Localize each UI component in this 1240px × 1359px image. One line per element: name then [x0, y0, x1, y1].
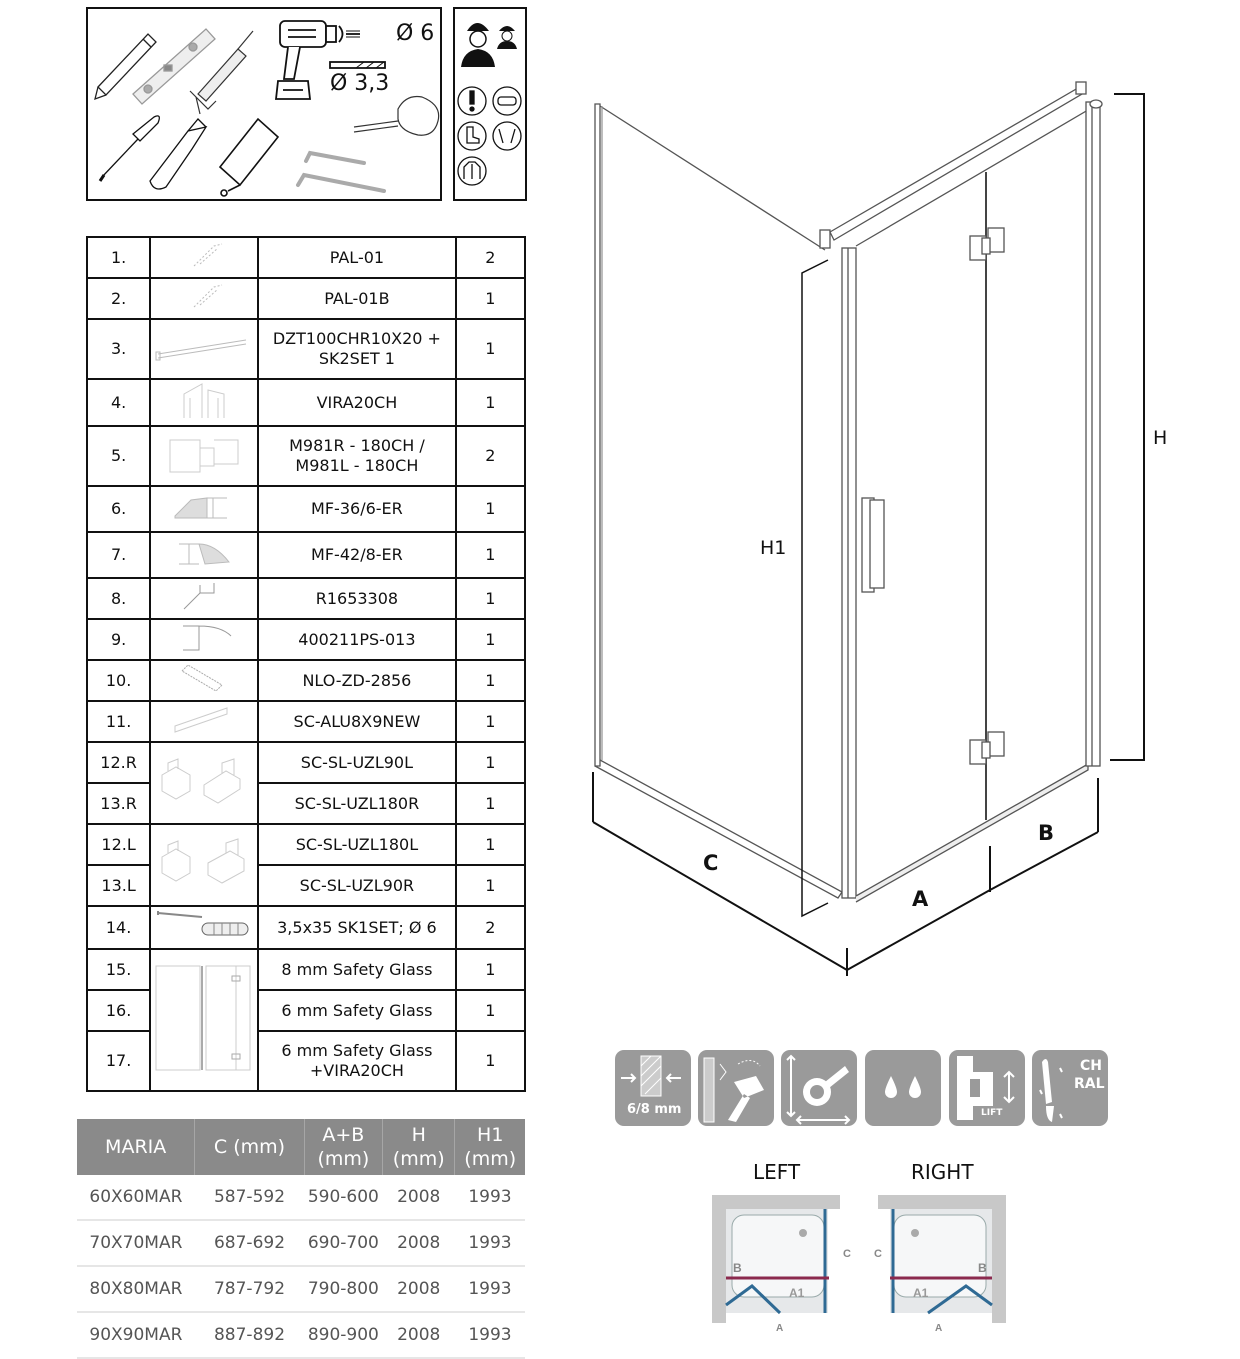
dimension-a-label: A — [912, 887, 929, 911]
dimension-h-label: H — [1153, 427, 1168, 449]
size-row — [77, 1220, 525, 1266]
part-code: 8 mm Safety Glass — [258, 949, 456, 990]
finish-ch-label: CH — [1080, 1058, 1102, 1074]
part-code: NLO-ZD-2856 — [258, 660, 456, 701]
size-ab: 690-700 — [304, 1220, 382, 1266]
part-code: DZT100CHR10X20 + SK2SET 1 — [258, 319, 456, 379]
header-model: MARIA — [77, 1119, 195, 1175]
table-row — [87, 426, 525, 486]
part-qty: 1 — [456, 660, 525, 701]
gloves-icon — [493, 122, 521, 150]
table-row — [87, 906, 525, 949]
part-qty: 1 — [456, 865, 525, 906]
allen-key-icon — [298, 153, 384, 191]
dimension-c-label: C — [703, 851, 719, 875]
part-qty: 1 — [456, 742, 525, 783]
size-row — [77, 1312, 525, 1358]
part-code: M981R - 180CH / M981L - 180CH — [258, 426, 456, 486]
left-orientation-diagram — [712, 1195, 842, 1325]
size-model: 80X80MAR — [77, 1266, 195, 1312]
drill-bit-6-label: Ø 6 — [396, 21, 435, 46]
size-h: 2008 — [383, 1266, 455, 1312]
left-label-c: C — [843, 1248, 851, 1260]
drill-bit-3-3-label: Ø 3,3 — [330, 71, 390, 96]
size-ab: 790-800 — [304, 1266, 382, 1312]
part-qty: 1 — [456, 578, 525, 619]
part-number: 9. — [87, 619, 150, 660]
screwdriver-icon — [100, 116, 159, 181]
part-qty: 1 — [456, 319, 525, 379]
tools-panel — [86, 7, 442, 201]
corner-profile — [820, 230, 856, 898]
safety-glass-hammer-icon — [698, 1050, 774, 1126]
size-table — [77, 1119, 525, 1359]
part-number: 13.R — [87, 783, 150, 824]
table-row — [87, 578, 525, 619]
part-qty: 2 — [456, 906, 525, 949]
part-code: 3,5x35 SK1SET; Ø 6 — [258, 906, 456, 949]
finish-ral-label: RAL — [1074, 1076, 1105, 1092]
size-h1: 1993 — [455, 1175, 525, 1220]
tape-measure-icon — [354, 97, 439, 136]
part-image-glass-panels — [150, 949, 258, 1091]
part-qty: 1 — [456, 532, 525, 578]
header-h1: H1 (mm) — [455, 1119, 525, 1175]
part-qty: 2 — [456, 237, 525, 278]
part-number: 4. — [87, 379, 150, 426]
left-label-b: B — [733, 1261, 742, 1275]
dimension-h1-label: H1 — [760, 537, 787, 559]
part-number: 14. — [87, 906, 150, 949]
table-row — [87, 660, 525, 701]
side-panel — [595, 104, 842, 898]
size-c: 587-592 — [195, 1175, 304, 1220]
part-qty: 1 — [456, 701, 525, 742]
right-label-a1: A1 — [913, 1286, 929, 1300]
part-image-hinge-profile — [150, 379, 258, 426]
part-qty: 1 — [456, 379, 525, 426]
part-number: 2. — [87, 278, 150, 319]
part-code: VIRA20CH — [258, 379, 456, 426]
table-row — [87, 379, 525, 426]
lift-label: LIFT — [981, 1108, 1003, 1118]
part-image-hinge — [150, 426, 258, 486]
table-row — [87, 319, 525, 379]
part-code: R1653308 — [258, 578, 456, 619]
part-image-alu-profile — [150, 701, 258, 742]
part-number: 11. — [87, 701, 150, 742]
size-row — [77, 1175, 525, 1220]
part-code: 6 mm Safety Glass — [258, 990, 456, 1031]
size-h1: 1993 — [455, 1266, 525, 1312]
part-qty: 2 — [456, 426, 525, 486]
size-h: 2008 — [383, 1220, 455, 1266]
right-label-c: C — [874, 1248, 882, 1260]
part-qty: 1 — [456, 486, 525, 532]
table-row — [87, 237, 525, 278]
part-qty: 1 — [456, 619, 525, 660]
part-number: 8. — [87, 578, 150, 619]
enclosure-diagram — [580, 80, 1180, 980]
part-image-drip-seal — [150, 578, 258, 619]
part-number: 6. — [87, 486, 150, 532]
part-number: 15. — [87, 949, 150, 990]
table-row — [87, 278, 525, 319]
dimension-b-label: B — [1038, 821, 1055, 845]
part-number: 7. — [87, 532, 150, 578]
part-qty: 1 — [456, 949, 525, 990]
part-number: 1. — [87, 237, 150, 278]
table-row — [87, 532, 525, 578]
size-model: 60X60MAR — [77, 1175, 195, 1220]
part-number: 5. — [87, 426, 150, 486]
part-number: 16. — [87, 990, 150, 1031]
tools-illustration — [88, 9, 440, 199]
part-image-sweep-seal — [150, 619, 258, 660]
size-model: 90X90MAR — [77, 1312, 195, 1358]
size-ab: 890-900 — [304, 1312, 382, 1358]
part-qty: 1 — [456, 1031, 525, 1091]
table-row — [87, 486, 525, 532]
part-qty: 1 — [456, 783, 525, 824]
utility-knife-icon — [150, 119, 206, 189]
adjustable-measure-icon — [781, 1050, 857, 1126]
left-label-a1: A1 — [789, 1286, 805, 1300]
part-code: SC-ALU8X9NEW — [258, 701, 456, 742]
right-orientation-diagram — [878, 1195, 1008, 1325]
size-row — [77, 1266, 525, 1312]
size-h: 2008 — [383, 1312, 455, 1358]
lift-hinge-icon — [949, 1050, 1025, 1126]
table-row — [87, 742, 525, 783]
right-label-b: B — [978, 1261, 987, 1275]
table-row — [87, 619, 525, 660]
part-code: 6 mm Safety Glass +VIRA20CH — [258, 1031, 456, 1091]
water-repellent-icon — [865, 1050, 941, 1126]
part-image-plate — [150, 660, 258, 701]
right-label-a: A — [935, 1323, 943, 1334]
safety-icons — [455, 9, 525, 199]
part-image-seal-profile — [150, 532, 258, 578]
part-number: 17. — [87, 1031, 150, 1091]
part-number: 13.L — [87, 865, 150, 906]
size-table-header — [77, 1119, 525, 1175]
header-c: C (mm) — [195, 1119, 304, 1175]
left-orientation-title: LEFT — [753, 1160, 801, 1184]
size-h: 2008 — [383, 1175, 455, 1220]
part-image-screw-dowel — [150, 906, 258, 949]
size-h1: 1993 — [455, 1220, 525, 1266]
part-code: SC-SL-UZL90R — [258, 865, 456, 906]
part-number: 10. — [87, 660, 150, 701]
stabilizer-bar — [830, 82, 1086, 240]
part-image-clamps-left — [150, 824, 258, 906]
left-label-a: A — [776, 1323, 784, 1334]
table-row — [87, 824, 525, 865]
size-h1: 1993 — [455, 1312, 525, 1358]
size-c: 687-692 — [195, 1220, 304, 1266]
two-installers-icon — [461, 23, 517, 67]
size-c: 787-792 — [195, 1266, 304, 1312]
part-image-seal-profile — [150, 486, 258, 532]
part-code: PAL-01B — [258, 278, 456, 319]
table-row — [87, 701, 525, 742]
part-image-clamps-right — [150, 742, 258, 824]
part-code: MF-42/8-ER — [258, 532, 456, 578]
part-code: MF-36/6-ER — [258, 486, 456, 532]
header-h: H (mm) — [383, 1119, 455, 1175]
part-number: 12.L — [87, 824, 150, 865]
hacksaw-icon — [220, 119, 278, 196]
size-ab: 590-600 — [304, 1175, 382, 1220]
size-c: 887-892 — [195, 1312, 304, 1358]
glass-thickness-label: 6/8 mm — [627, 1102, 682, 1117]
part-number: 3. — [87, 319, 150, 379]
part-code: 400211PS-013 — [258, 619, 456, 660]
part-code: PAL-01 — [258, 237, 456, 278]
wall-profile — [1086, 100, 1102, 766]
glass-thickness-badge — [615, 1050, 691, 1126]
finish-options-icon — [1032, 1050, 1108, 1126]
part-image-bracket — [150, 237, 258, 278]
size-model: 70X70MAR — [77, 1220, 195, 1266]
parts-table — [86, 236, 526, 1092]
part-code: SC-SL-UZL180R — [258, 783, 456, 824]
header-ab: A+B (mm) — [304, 1119, 382, 1175]
part-qty: 1 — [456, 824, 525, 865]
safety-panel — [453, 7, 527, 201]
part-image-bracket — [150, 278, 258, 319]
part-qty: 1 — [456, 278, 525, 319]
part-qty: 1 — [456, 990, 525, 1031]
part-image-stabilizer-bar — [150, 319, 258, 379]
part-number: 12.R — [87, 742, 150, 783]
part-code: SC-SL-UZL180L — [258, 824, 456, 865]
table-row — [87, 949, 525, 990]
part-code: SC-SL-UZL90L — [258, 742, 456, 783]
right-orientation-title: RIGHT — [911, 1160, 974, 1184]
folding-door — [856, 110, 1088, 902]
door-handle — [862, 498, 884, 592]
